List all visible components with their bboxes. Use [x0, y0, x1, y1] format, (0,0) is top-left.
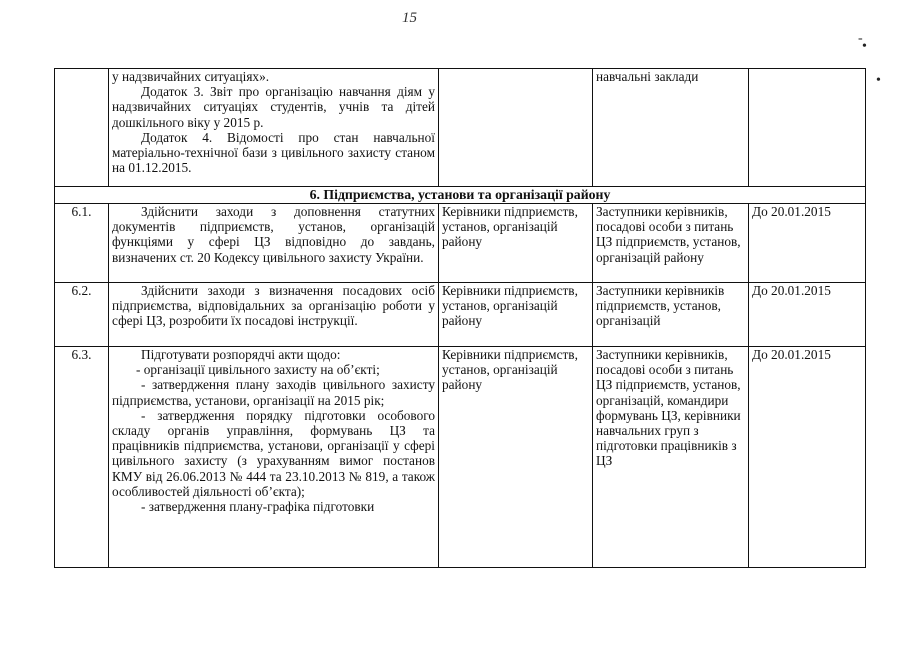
measure-text: Здійснити заходи з доповнення статутних документів підприємств, установ, організацій функціями у сфері ЦЗ відповідно до завдань, визначених ст. 20 Кодексу цивільного захисту України.	[112, 204, 435, 265]
table-row	[55, 204, 866, 283]
responsible-cell: Заступники керівників, посадові особи з питань ЦЗ підприємств, установ, організацій району	[593, 204, 749, 283]
deadline-cell: До 20.01.2015	[749, 204, 866, 283]
responsible-cell: навчальні заклади	[593, 69, 749, 187]
deadline-cell: До 20.01.2015	[749, 283, 866, 347]
scan-mark-dash: -	[858, 31, 863, 46]
measure-cell	[109, 283, 439, 347]
measure-text: Підготувати розпорядчі акти щодо:	[141, 347, 341, 362]
deadline-cell: До 20.01.2015	[749, 347, 866, 568]
measure-list-item: - затвердження плану заходів цивільного захисту підприємства, установи, організації на 2015 рік;	[112, 377, 435, 408]
table-row-continuation	[55, 69, 866, 187]
measure-text: Додаток 3. Звіт про організацію навчання діям у надзвичайних ситуаціях студентів, учнів та дітей дошкільного віку у 2015 р.	[112, 84, 435, 130]
measures-table	[54, 68, 866, 568]
measure-text: у надзвичайних ситуаціях».	[112, 69, 270, 84]
executor-cell: Керівники підприємств, установ, організацій району	[439, 204, 593, 283]
row-number: 6.3.	[55, 347, 109, 568]
deadline-cell	[749, 69, 866, 187]
measure-list-item: - затвердження плану-графіка підготовки	[141, 499, 375, 515]
executor-cell: Керівники підприємств, установ, організацій району	[439, 347, 593, 568]
row-number	[55, 69, 109, 187]
responsible-cell: Заступники керівників, посадові особи з питань ЦЗ підприємств, установ, організацій, командири формувань ЦЗ, керівники навчальних груп з підготовки працівників з ЦЗ	[593, 347, 749, 568]
row-number: 6.2.	[55, 283, 109, 347]
table-row	[55, 283, 866, 347]
scan-mark-dot-right: •	[876, 73, 881, 88]
measure-text: Додаток 4. Відомості про стан навчальної матеріально-технічної бази з цивільного захисту станом на 01.12.2015.	[112, 129, 435, 176]
measure-list-item: - організації цивільного захисту на об’єкті;	[136, 362, 380, 378]
measure-text: Здійснити заходи з визначення посадових осіб підприємства, відповідальних за організацію роботи у сфері ЦЗ, розробити їх посадові інструкції.	[112, 283, 435, 329]
measure-cell	[109, 347, 439, 568]
executor-cell	[439, 69, 593, 187]
measure-cell	[109, 69, 439, 187]
section-header-row	[55, 187, 866, 204]
scan-mark-dot: •	[862, 39, 867, 54]
responsible-cell: Заступники керівників підприємств, установ, організацій	[593, 283, 749, 347]
measure-list-item: - затвердження порядку підготовки особового складу органів управління, формувань ЦЗ та працівників підприємства, установи, організації у сфері цивільного захисту (з урахуванням вимог постанов КМУ від 26.06.2013 № 444 та 23.10.2013 № 819, а також особливостей діяльності об’єкта);	[112, 407, 435, 499]
measure-cell	[109, 204, 439, 283]
table-row	[55, 347, 866, 568]
section-title: 6. Підприємства, установи та організації району	[55, 187, 866, 204]
row-number: 6.1.	[55, 204, 109, 283]
page-number: 15	[402, 10, 417, 26]
executor-cell: Керівники підприємств, установ, організацій району	[439, 283, 593, 347]
